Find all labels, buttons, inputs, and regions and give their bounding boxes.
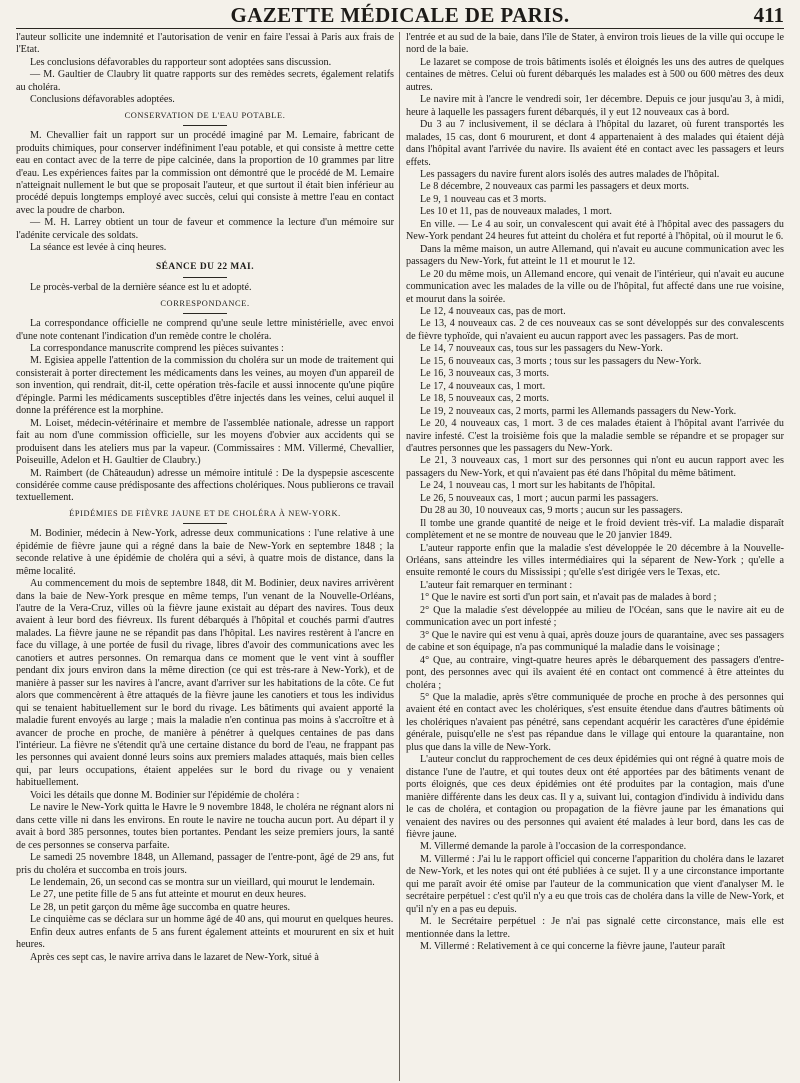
paragraph: 5° Que la maladie, après s'être communiquée de proche en proche à des personnes qui avaient été en contact avec les cholériques, s'est ensuite étendue dans d'autres bâtiments où les cholériques n'avaient pas pénétré, sans cependant acquérir les caractères d'une épidémie générale, puisqu'elle ne s'est pas répandue dans le village qui entoure la quarantaine, non plus que dans la ville de New-York. [406, 692, 784, 753]
paragraph: Le samedi 25 novembre 1848, un Allemand, passager de l'entre-pont, âgé de 29 ans, fut pris du choléra et succomba en trois jours. [16, 852, 394, 876]
right-column [406, 32, 784, 1081]
paragraph: Les conclusions défavorables du rapporteur sont adoptées sans discussion. [30, 56, 332, 68]
paragraph: Le lendemain, 26, un second cas se montra sur un vieillard, qui mourut le lendemain. [30, 877, 375, 888]
paragraph: Conclusions défavorables adoptées. [30, 94, 175, 106]
paragraph: Le 20, 4 nouveaux cas, 1 mort. 3 de ces malades étaient à l'hôpital avant l'arrivée du navire infesté. C'est la troisième fois que la maladie semble se répandre et se propager sur d'autres personnes que les passagers du New-York. [406, 418, 784, 454]
paragraph: Le navire le New-York quitta le Havre le 9 novembre 1848, le choléra ne régnant alors ni dans cette ville ni dans les environs. En route le navire ne toucha aucun port. Au départ il y avait à bord 385 personnes, toutes bien portantes. Pendant les seize premiers jours, la santé de ces personnes se conserva parfaite. [16, 802, 394, 851]
paragraph: Enfin deux autres enfants de 5 ans furent également atteints et moururent en six et huit heures. [16, 926, 394, 951]
paragraph: — M. H. Larrey obtient un tour de faveur et commence la lecture d'un mémoire sur l'adénite cervicale des soldats. [16, 217, 394, 241]
column-divider [399, 32, 400, 1081]
paragraph: Le lazaret se compose de trois bâtiments isolés et éloignés les uns des autres de quelques centaines de mètres. Celui où furent débarqués les malades est à 500 ou 600 mètres des deux autres. [406, 56, 784, 93]
paragraph: l'entrée et au sud de la baie, dans l'île de Stater, à environ trois lieues de la ville qui occupe le nord de la baie. [406, 32, 784, 56]
paragraph: Le 8 décembre, 2 nouveaux cas parmi les passagers et deux morts. [420, 181, 690, 193]
paragraph: 3° Que le navire qui est venu à quai, après douze jours de quarantaine, avec ses passagers de cabine et son équipage, n'a pas communiqué la maladie dans le voisinage ; [406, 629, 784, 654]
heading-rule [183, 277, 227, 278]
paragraph: Le cinquième cas se déclara sur un homme âgé de 40 ans, qui mourut en quelques heures. [30, 914, 394, 926]
paragraph: Le 28, un petit garçon du même âge succomba en quatre heures. [30, 901, 291, 913]
paragraph: Voici les détails que donne M. Bodinier sur l'épidémie de choléra : [30, 789, 300, 801]
paragraph: Le procès-verbal de la dernière séance est lu et adopté. [30, 282, 252, 294]
paragraph: Au commencement du mois de septembre 1848, dit M. Bodinier, deux navires arrivèrent dans la baie de New-York presque en même temps, l'un venant de la Nouvelle-Orléans, l'autre de la Vera-Cruz, villes où la fièvre jaune existait au départ des navires. Tous deux avaient à leur bord des fiévreux. Ils furent débarqués à l'hôpital et couchés parmi d'autres malades. La fièvre jaune ne se répandit pas dans l'hôpital. Les navires restèrent à l'ancre en face du village, à une portée de fusil du rivage, libres d'avoir des communications avec les canotiers et autres personnes. On remarqua dans ce moment que le vent vint à souffler pendant dix jours environ dans la même direction (ce qui est très-rare à New-York), et de manière à passer sur les navires à l'ancre, avant d'arriver sur les habitations de la côte. Ce fut alors que commencèrent à être attaqués de la fièvre jaune les canotiers et tous les individus qui se tenaient habituellement sur le bord du rivage. Les bâtiments qui avaient apporté la maladie furent envoyés au large ; mais la maladie n'en continua pas moins à s'accroître et à avancer de proche en proche, de manière à pénétrer à quelques centaines de pas dans l'intérieur. La fièvre ne s'étendit qu'à une certaine distance du bord de l'eau, ne frappant pas les personnes qui avaient donné leurs soins aux premiers malades attaqués, mais bien celles qui, par leurs occupations, étaient appelées sur le bord du rivage ou y venaient habituellement. [16, 578, 394, 789]
paragraph: Le 9, 1 nouveau cas et 3 morts. [420, 193, 547, 205]
section-heading: ÉPIDÉMIES DE FIÈVRE JAUNE ET DE CHOLÉRA À NEW-YORK. [69, 508, 341, 518]
section-heading: CORRESPONDANCE. [160, 298, 250, 308]
paragraph: M. le Secrétaire perpétuel : Je n'ai pas signalé cette circonstance, mais elle est mentionnée dans la lettre. [406, 916, 784, 940]
paragraph: M. Egisiea appelle l'attention de la commission du choléra sur un mode de traitement qui consisterait à porter directement les médicaments dans les veines, au moyen d'un appareil de son invention, qui rendrait, dit-il, cette opération très-facile et aussi innocente qu'une piqûre d'épingle. Parmi les médicaments susceptibles d'être injectés dans les veines, celui auquel il donne la préférence est la morphine. [16, 355, 394, 417]
paragraph: Du 28 au 30, 10 nouveaux cas, 9 morts ; aucun sur les passagers. [420, 505, 683, 517]
paragraph: M. Loiset, médecin-vétérinaire et membre de l'assemblée nationale, adresse un rapport fait au nom d'une commission officielle, sur les moyens d'obvier aux accidents qui se produisent dans les ateliers mus par la vapeur. (Commissaires : MM. Villermé, Chevallier, Poiseuille, Adelon et H. Gaultier de Claubry.) [16, 417, 394, 467]
paragraph: En ville. — Le 4 au soir, un convalescent qui avait été à l'hôpital avec des passagers du New-York pendant 24 heures fut atteint du choléra et fut reporté à l'hôpital, où il mourut le 6. [406, 218, 784, 243]
paragraph: Du 3 au 7 inclusivement, il se déclara à l'hôpital du lazaret, où furent transportés les malades, 15 cas, dont 6 moururent, et dont 4 appartenaient à des malades qui étaient déjà dans l'hôpital avant l'arrivée du navire. Ils avaient été en contact avec les passagers et leurs effets. [406, 119, 784, 168]
paragraph: La correspondance manuscrite comprend les pièces suivantes : [30, 342, 284, 354]
session-heading: SÉANCE DU 22 MAI. [155, 261, 255, 272]
paragraph: Le 26, 5 nouveaux cas, 1 mort ; aucun parmi les passagers. [420, 492, 659, 504]
page-number: 411 [753, 3, 784, 27]
paragraph: La séance est levée à cinq heures. [30, 242, 167, 254]
publication-title: GAZETTE MÉDICALE DE PARIS. [230, 3, 570, 27]
paragraph: M. Bodinier, médecin à New-York, adresse deux communications : l'une relative à une épidémie de fièvre jaune qui a régné dans la baie de New-York en septembre 1848 ; la seconde relative à une épidémie de choléra qui a sévi, à quatre mois de distance, dans la même localité. [16, 528, 394, 577]
paragraph: 2° Que la maladie s'est développée au milieu de l'Océan, sans que le navire ait eu de communication avec un port infesté ; [406, 604, 784, 629]
paragraph: l'auteur sollicite une indemnité et l'autorisation de venir en faire l'essai à Paris aux frais de l'Etat. [16, 32, 394, 56]
paragraph: M. Chevallier fait un rapport sur un procédé imaginé par M. Lemaire, fabricant de produits chimiques, pour conserver indéfiniment l'eau potable, et qui consiste à mettre cette eau en contact avec de la terre de pipe calcinée, dans la proportion de 10 grammes par litre d'eau. Les expériences faites par la commission ont démontré que le procédé de M. Lemaire n'atteignait nullement le but que se proposait l'auteur, et que surtout il était bien inférieur au procédé depuis longtemps employé avec succès, celui qui consiste à mettre l'eau en contact avec la poudre de charbon. [16, 130, 394, 216]
paragraph: Il tombe une grande quantité de neige et le froid devient très-vif. La maladie disparaît complètement et ne se montre de nouveau que le 20 janvier 1849. [406, 517, 784, 542]
paragraph: Le 20 du même mois, un Allemand encore, qui venait de l'intérieur, qui n'avait eu aucune communication avec les malades de la ville ou de l'hôpital, fut affecté dans une rue voisine, et mourut dans la soirée. [406, 268, 784, 305]
paragraph: Dans la même maison, un autre Allemand, qui n'avait eu aucune communication avec les passagers du New-York, fut atteint le 11 et mourut le 12. [406, 243, 784, 268]
paragraph: Le 27, une petite fille de 5 ans fut atteinte et mourut en deux heures. [30, 889, 307, 901]
paragraph: Le 21, 3 nouveaux cas, 1 mort sur des personnes qui n'ont eu aucun rapport avec les passagers du New-York, et qui n'avaient pas été dans l'hôpital du même bâtiment. [406, 455, 784, 479]
page-header [16, 2, 784, 29]
paragraph: L'auteur conclut du rapprochement de ces deux épidémies qui ont régné à quatre mois de distance l'une de l'autre, et qui toutes deux ont été apportées par des bâtiments venant de ports éloignés, que ces deux épidémies ont été produites par la contagion, mais d'une manière différente dans les deux cas. Il y a, suivant lui, contagion d'individu à individu dans le cas de choléra, et contagion ou propagation de la fièvre jaune par les émanations qui venaient des navires ou des personnes qui avaient été malades à leur bord, dans les cas de fièvre jaune. [406, 754, 784, 840]
paragraph: Le 18, 5 nouveaux cas, 2 morts. [420, 393, 550, 405]
paragraph: M. Villermé : J'ai lu le rapport officiel qui concerne l'apparition du choléra dans le lazaret de New-York, et les notes qui ont été publiées à ce sujet. Il y a une circonstance importante qui me paraît avoir été omise par l'auteur de la communication que vient d'analyser M. le secrétaire perpétuel : c'est qu'il n'y a eu que trois cas de choléra dans la ville de New-York, et qu'il n'y en a pas eu depuis. [406, 853, 784, 915]
paragraph: Le 19, 2 nouveaux cas, 2 morts, parmi les Allemands passagers du New-York. [420, 405, 737, 417]
paragraph: Après ces sept cas, le navire arriva dans le lazaret de New-York, situé à [30, 951, 319, 963]
heading-rule [183, 125, 227, 126]
paragraph: M. Villermé : Relativement à ce qui concerne la fièvre jaune, l'auteur paraît [420, 941, 726, 953]
paragraph: M. Raimbert (de Châteaudun) adresse un mémoire intitulé : De la dyspepsie ascescente considérée comme cause prédisposante des affections cholériques. Nous publierons ce travail textuellement. [16, 467, 394, 504]
paragraph: Le 16, 3 nouveaux cas, 3 morts. [420, 368, 550, 380]
heading-rule [183, 523, 227, 524]
paragraph: Le 15, 6 nouveaux cas, 3 morts ; tous sur les passagers du New-York. [420, 355, 702, 367]
paragraph: Le 17, 4 nouveaux cas, 1 mort. [420, 380, 546, 392]
paragraph: L'auteur fait remarquer en terminant : [420, 579, 573, 591]
paragraph: — M. Gaultier de Claubry lit quatre rapports sur des remèdes secrets, également relatifs au choléra. [16, 69, 394, 93]
paragraph: 1° Que le navire est sorti d'un port sain, et n'avait pas de malades à bord ; [420, 592, 717, 604]
paragraph: Le navire mit à l'ancre le vendredi soir, 1er décembre. Depuis ce jour jusqu'au 3, à midi, heure à laquelle les passagers furent débarqués, il y eut 12 nouveaux cas à bord. [406, 94, 784, 118]
paragraph: Le 14, 7 nouveaux cas, tous sur les passagers du New-York. [420, 343, 663, 355]
paragraph: Les 10 et 11, pas de nouveaux malades, 1 mort. [420, 206, 612, 218]
left-column [16, 32, 394, 1081]
heading-rule [183, 313, 227, 314]
paragraph: Les passagers du navire furent alors isolés des autres malades de l'hôpital. [420, 168, 720, 180]
paragraph: 4° Que, au contraire, vingt-quatre heures après le débarquement des passagers d'entre-pont, des personnes avec qui ils avaient été en contact ont commencé à être atteintes du choléra ; [406, 654, 784, 691]
paragraph: Le 13, 4 nouveaux cas. 2 de ces nouveaux cas se sont développés sur des convalescents de fièvre typhoïde, qui n'avaient eu aucun rapport avec les passagers. Pas de mort. [406, 318, 784, 342]
paragraph: L'auteur rapporte enfin que la maladie s'est développée le 20 décembre à la Nouvelle-Orléans, sans atteindre les villes intermédiaires qui la séparent de New-York ; qu'elle a ensuite remonté le cours du Mississipi ; qu'elle s'est dirigée vers le Texas, etc. [406, 542, 784, 579]
paragraph: La correspondance officielle ne comprend qu'une seule lettre ministérielle, avec envoi d'une note contenant l'indication d'un remède contre le choléra. [16, 318, 394, 342]
paragraph: Le 24, 1 nouveau cas, 1 mort sur les habitants de l'hôpital. [420, 480, 656, 492]
paragraph: M. Villermé demande la parole à l'occasion de la correspondance. [420, 841, 687, 853]
section-heading: CONSERVATION DE L'EAU POTABLE. [124, 110, 286, 120]
paragraph: Le 12, 4 nouveaux cas, pas de mort. [420, 305, 566, 317]
